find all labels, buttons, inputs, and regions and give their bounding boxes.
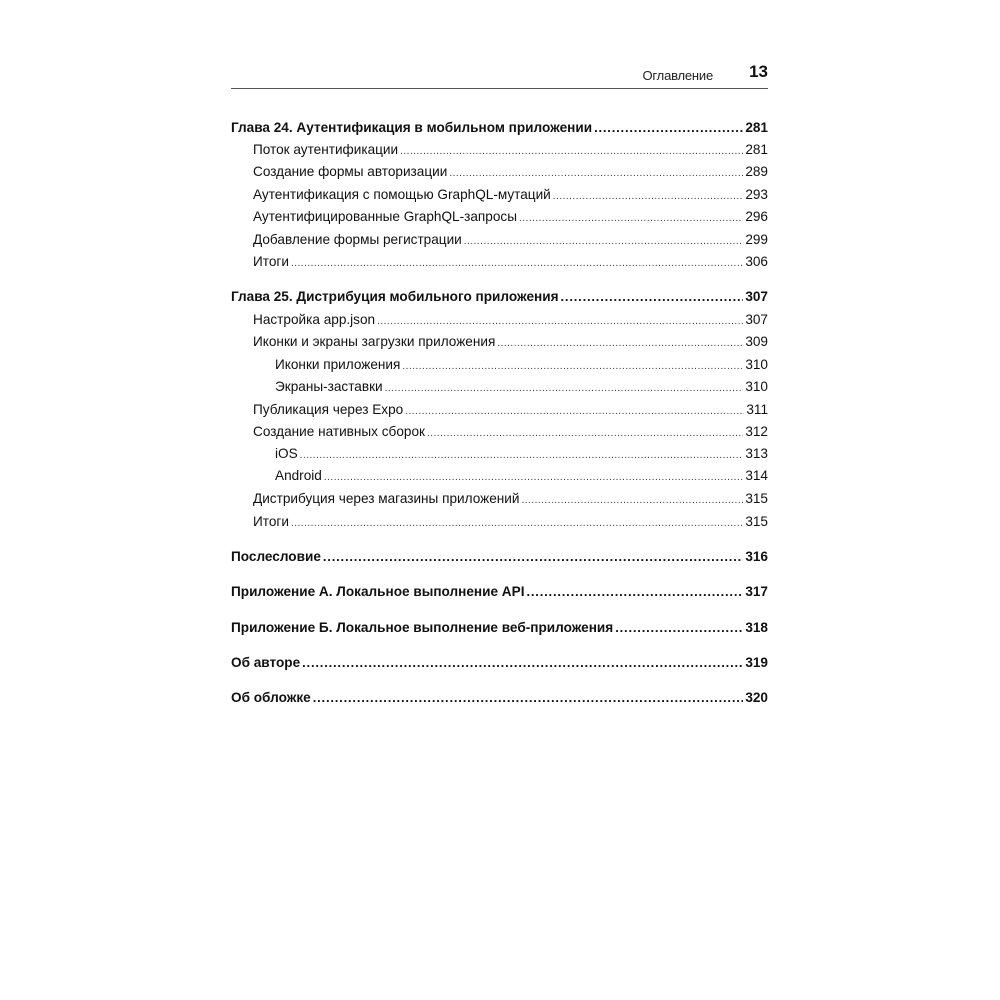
toc-entry-page: 309 xyxy=(745,334,768,349)
dot-leader xyxy=(400,142,743,162)
dot-leader xyxy=(521,491,743,511)
toc-entry-page: 319 xyxy=(745,655,768,670)
toc-entry-page: 296 xyxy=(745,209,768,224)
toc-subentry[interactable] xyxy=(231,444,768,464)
toc-entry-title: Создание нативных сборок xyxy=(253,424,425,439)
dot-leader xyxy=(553,187,744,207)
toc-entry-page: 281 xyxy=(745,142,768,157)
dot-leader xyxy=(313,688,744,708)
toc-entry-title: Глава 25. Дистрибуция мобильного приложения xyxy=(231,289,559,304)
toc-entry-title: Дистрибуция через магазины приложений xyxy=(253,491,520,506)
toc-entry-page: 320 xyxy=(745,690,768,705)
toc-entry-title: Экраны-заставки xyxy=(275,379,383,394)
toc-entry-page: 293 xyxy=(745,187,768,202)
toc-entry-title: Итоги xyxy=(253,254,289,269)
dot-leader xyxy=(497,334,743,354)
toc-entry-title: iOS xyxy=(275,446,298,461)
dot-leader xyxy=(402,357,743,377)
toc-entry-title: Настройка app.json xyxy=(253,312,376,327)
dot-leader xyxy=(302,653,743,673)
toc-entry-page: 316 xyxy=(745,549,768,564)
toc-subentry[interactable] xyxy=(231,377,768,397)
dot-leader xyxy=(324,468,743,488)
toc-entry-title: Аутентифицированные GraphQL-запросы xyxy=(253,209,517,224)
toc-entry-title: Создание формы авторизации xyxy=(253,164,448,179)
toc-entry-page: 313 xyxy=(745,446,768,461)
toc-subentry[interactable] xyxy=(231,355,768,375)
running-title: Оглавление xyxy=(642,68,713,83)
toc-about-author[interactable] xyxy=(231,653,768,673)
toc-entry-page: 315 xyxy=(745,491,768,506)
dot-leader xyxy=(427,424,743,444)
toc-entry-page: 317 xyxy=(745,584,768,599)
toc-entry-page: 281 xyxy=(745,120,768,135)
dot-leader xyxy=(385,379,744,399)
dot-leader xyxy=(615,618,743,638)
toc-entry-title: Публикация через Expo xyxy=(253,402,404,417)
dot-leader xyxy=(405,402,744,422)
toc-entry-title: Android xyxy=(275,468,322,483)
dot-leader xyxy=(561,287,744,307)
toc-entry-title: Поток аутентификации xyxy=(253,142,399,157)
dot-leader xyxy=(291,254,743,274)
dot-leader xyxy=(300,446,744,466)
toc-entry[interactable] xyxy=(231,400,768,420)
toc-entry-page: 307 xyxy=(745,312,768,327)
toc-entry-title: Приложение Б. Локальное выполнение веб-приложения xyxy=(231,620,614,635)
page-header xyxy=(231,62,768,89)
toc-entry-title: Иконки и экраны загрузки приложения xyxy=(253,334,496,349)
dot-leader xyxy=(594,118,743,138)
toc-entry[interactable] xyxy=(231,185,768,205)
toc-entry-title: Об обложке xyxy=(231,690,311,705)
toc-entry-page: 306 xyxy=(745,254,768,269)
dot-leader xyxy=(291,514,743,534)
toc-appendix-b[interactable] xyxy=(231,618,768,638)
toc-entry[interactable] xyxy=(231,207,768,227)
toc-entry-title: Глава 24. Аутентификация в мобильном приложении xyxy=(231,120,593,135)
dot-leader xyxy=(526,582,743,602)
toc-entry-page: 299 xyxy=(745,232,768,247)
dot-leader xyxy=(323,547,743,567)
toc-entry-page: 314 xyxy=(745,468,768,483)
dot-leader xyxy=(449,164,743,184)
toc-entry-page: 307 xyxy=(745,289,768,304)
toc-entry-title: Об авторе xyxy=(231,655,301,670)
toc-entry[interactable] xyxy=(231,230,768,250)
toc-chapter-25[interactable] xyxy=(231,287,768,307)
toc-entry-title: Послесловие xyxy=(231,549,321,564)
toc-entry-title: Итоги xyxy=(253,514,289,529)
toc-entry[interactable] xyxy=(231,252,768,272)
toc-entry[interactable] xyxy=(231,422,768,442)
toc-subentry[interactable] xyxy=(231,466,768,486)
dot-leader xyxy=(377,312,743,332)
toc-entry-page: 310 xyxy=(745,357,768,372)
toc-entry-page: 310 xyxy=(745,379,768,394)
toc-entry-title: Иконки приложения xyxy=(275,357,401,372)
toc-entry-page: 289 xyxy=(745,164,768,179)
toc-entry-page: 315 xyxy=(745,514,768,529)
toc-entry[interactable] xyxy=(231,332,768,352)
toc-entry[interactable] xyxy=(231,162,768,182)
toc-entry-page: 311 xyxy=(746,402,768,417)
toc-about-cover[interactable] xyxy=(231,688,768,708)
toc-chapter-24[interactable] xyxy=(231,118,768,138)
page-number: 13 xyxy=(749,62,768,81)
toc-entry[interactable] xyxy=(231,310,768,330)
toc-entry-title: Приложение А. Локальное выполнение API xyxy=(231,584,525,599)
toc-entry-page: 312 xyxy=(745,424,768,439)
dot-leader xyxy=(519,209,743,229)
toc-entry-title: Аутентификация с помощью GraphQL-мутаций xyxy=(253,187,551,202)
toc-entry[interactable] xyxy=(231,140,768,160)
toc-entry[interactable] xyxy=(231,489,768,509)
toc-entry-page: 318 xyxy=(745,620,768,635)
toc-afterword[interactable] xyxy=(231,547,768,567)
toc-entry-title: Добавление формы регистрации xyxy=(253,232,462,247)
dot-leader xyxy=(464,232,744,252)
toc-appendix-a[interactable] xyxy=(231,582,768,602)
toc-entry[interactable] xyxy=(231,512,768,532)
